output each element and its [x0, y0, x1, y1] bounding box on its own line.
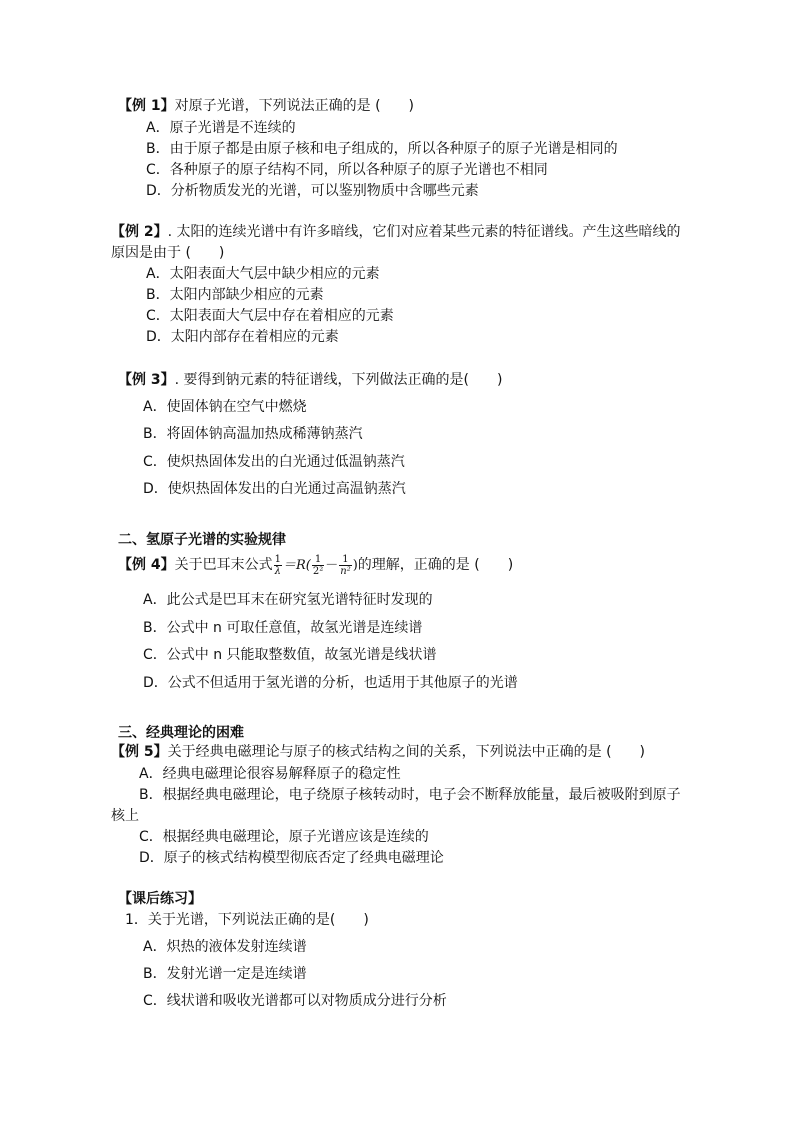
practice-q1-option-b: B．发射光谱一定是连续谱 — [143, 966, 307, 982]
q1-stem-line — [118, 96, 414, 116]
q5-option-b-cont: 核上 — [111, 808, 139, 824]
section3-heading: 三、经典理论的困难 — [118, 725, 244, 741]
q1-option-c: C．各种原子的原子结构不同，所以各种原子的原子光谱也不相同 — [146, 162, 548, 178]
q5-stem: 关于经典电磁理论与原子的核式结构之间的关系，下列说法中正确的是 ( ) — [167, 744, 645, 760]
q1-tag: 【例 1】 — [118, 98, 175, 114]
q2-stem-line2: 原因是由于 ( ) — [111, 245, 225, 261]
q1-option-a: A．原子光谱是不连续的 — [146, 120, 296, 136]
q5-option-c: C．根据经典电磁理论，原子光谱应该是连续的 — [139, 829, 429, 845]
q4-stem-post: 的理解，正确的是 ( ) — [357, 557, 514, 573]
q5-option-d: D．原子的核式结构模型彻底否定了经典电磁理论 — [139, 850, 444, 866]
practice-title: 【课后练习】 — [118, 891, 202, 907]
q4-stem-pre: 关于巴耳末公式 — [174, 557, 273, 573]
q4-option-a: A．此公式是巴耳末在研究氢光谱特征时发现的 — [143, 592, 433, 608]
formula-den-1: λ — [274, 566, 281, 577]
practice-q1-stem: 1．关于光谱，下列说法正确的是( ) — [125, 912, 369, 928]
q2-stem-line1 — [111, 222, 681, 242]
formula-eq: ＝R( — [283, 558, 311, 573]
practice-q1-option-c: C．线状谱和吸收光谱都可以对物质成分进行分析 — [143, 993, 447, 1009]
q5-tag: 【例 5】 — [111, 744, 168, 760]
q3-stem-line — [118, 370, 502, 390]
formula-fraction-3 — [339, 554, 351, 577]
q2-stem1: . 太阳的连续光谱中有许多暗线，它们对应着某些元素的特征谱线。产生这些暗线的 — [167, 224, 681, 240]
formula-fraction-2 — [312, 554, 324, 577]
q3-option-d: D．使炽热固体发出的白光通过高温钠蒸汽 — [143, 481, 406, 497]
q2-option-b: B．太阳内部缺少相应的元素 — [146, 287, 324, 303]
formula-close: ) — [352, 558, 358, 573]
formula-num-1: 1 — [274, 554, 281, 565]
q2-option-a: A．太阳表面大气层中缺少相应的元素 — [146, 266, 380, 282]
formula-den-2: 2² — [312, 566, 324, 577]
q2-option-d: D．太阳内部存在着相应的元素 — [146, 329, 339, 345]
formula-minus: － — [325, 558, 339, 573]
q5-option-b: B．根据经典电磁理论，电子绕原子核转动时，电子会不断释放能量，最后被吸附到原子 — [139, 787, 681, 803]
q4-option-d: D．公式不但适用于氢光谱的分析，也适用于其他原子的光谱 — [143, 675, 518, 691]
q1-option-b: B．由于原子都是由原子核和电子组成的，所以各种原子的原子光谱是相同的 — [146, 141, 618, 157]
formula-fraction-1 — [274, 554, 282, 577]
q3-option-a: A．使固体钠在空气中燃烧 — [143, 399, 307, 415]
q3-option-b: B．将固体钠高温加热成稀薄钠蒸汽 — [143, 426, 363, 442]
q2-option-c: C．太阳表面大气层中存在着相应的元素 — [146, 308, 394, 324]
q3-tag: 【例 3】 — [118, 372, 175, 388]
q5-stem-line — [111, 742, 645, 762]
formula-num-2: 1 — [312, 554, 324, 566]
q4-stem-line — [118, 552, 513, 579]
q1-stem: 对原子光谱，下列说法正确的是 ( ) — [174, 98, 414, 114]
q5-option-a: A．经典电磁理论很容易解释原子的稳定性 — [139, 766, 401, 782]
q3-option-c: C．使炽热固体发出的白光通过低温钠蒸汽 — [143, 454, 405, 470]
formula-num-3: 1 — [339, 554, 351, 566]
balmer-formula — [273, 554, 358, 577]
q3-stem: . 要得到钠元素的特征谱线，下列做法正确的是( ) — [174, 372, 503, 388]
q4-tag: 【例 4】 — [118, 557, 175, 573]
q4-option-b: B．公式中 n 可取任意值，故氢光谱是连续谱 — [143, 620, 423, 636]
section2-heading: 二、氢原子光谱的实验规律 — [118, 532, 286, 548]
q1-option-d: D．分析物质发光的光谱，可以鉴别物质中含哪些元素 — [146, 183, 479, 199]
practice-q1-option-a: A．炽热的液体发射连续谱 — [143, 939, 307, 955]
formula-den-3: n² — [340, 566, 351, 577]
q2-tag: 【例 2】 — [111, 224, 168, 240]
q4-option-c: C．公式中 n 只能取整数值，故氢光谱是线状谱 — [143, 647, 437, 663]
